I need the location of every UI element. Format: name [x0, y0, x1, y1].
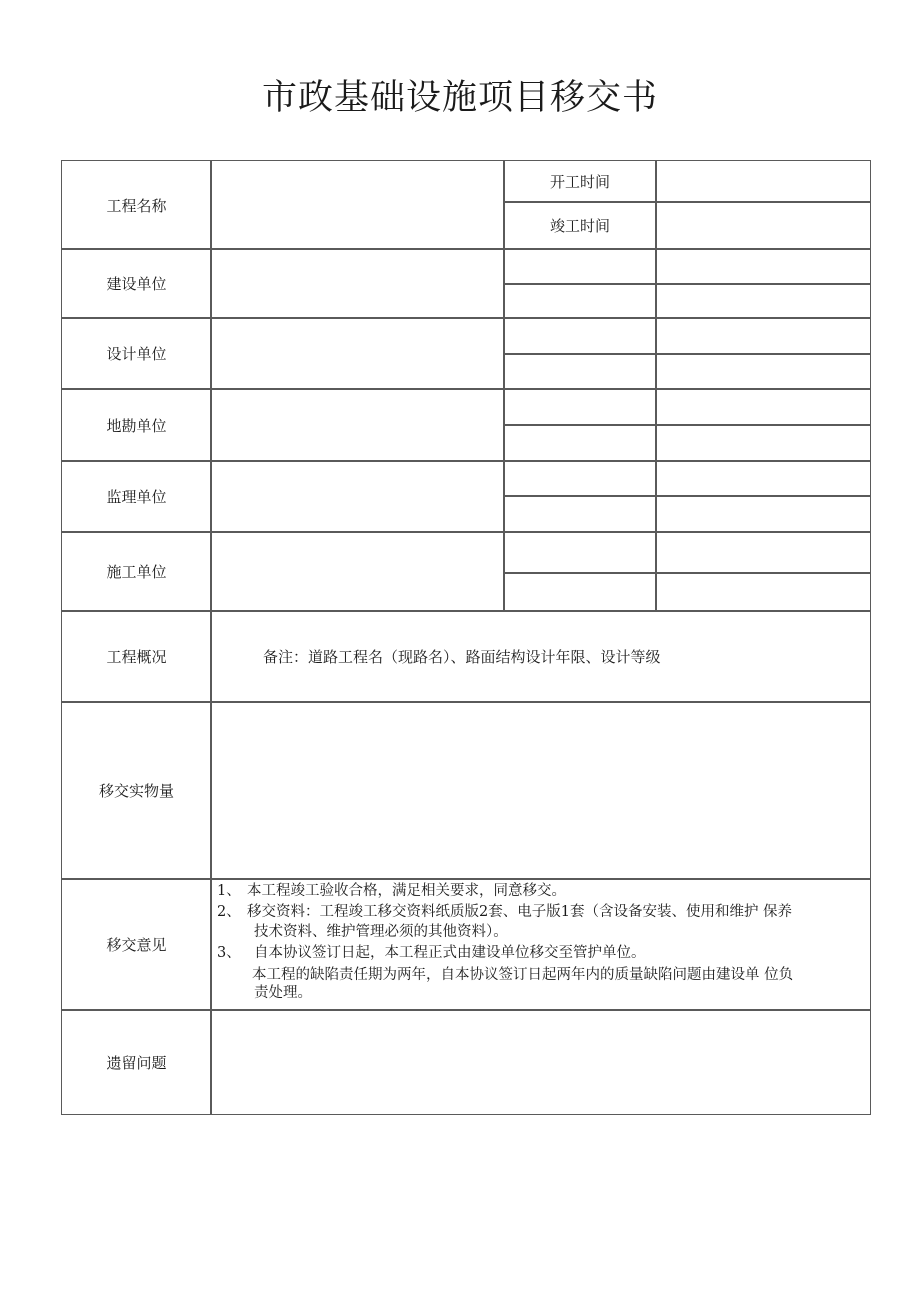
designer-label: 设计单位 [61, 317, 212, 390]
item-text: 移交资料：工程竣工移交资料纸质版2套、电子版1套（含设备安装、使用和维护 保养 [247, 903, 793, 920]
item-number: 2、 [217, 903, 241, 920]
item-number: 3、 [217, 944, 241, 961]
issues-label: 遗留问题 [61, 1009, 212, 1115]
surveyor-sub-cell[interactable] [655, 388, 871, 426]
surveyor-sub-cell[interactable] [503, 424, 657, 462]
surveyor-field[interactable] [210, 388, 505, 462]
supervisor-sub-cell[interactable] [655, 460, 871, 497]
constructor-field[interactable] [210, 531, 505, 612]
surveyor-label: 地勘单位 [61, 388, 212, 462]
opinion-item-2-cont: 技术资料、维护管理必须的其他资料）。 [254, 924, 508, 940]
overview-note: 备注：道路工程名（现路名）、路面结构设计年限、设计等级 [263, 648, 661, 666]
constructor-sub-cell[interactable] [503, 572, 657, 612]
start-time-field[interactable] [655, 160, 871, 203]
issues-field[interactable] [210, 1009, 871, 1115]
opinion-item-2 [217, 902, 866, 923]
designer-sub-cell[interactable] [655, 317, 871, 355]
builder-field[interactable] [210, 248, 505, 319]
item-text: 本工程竣工验收合格，满足相关要求，同意移交。 [247, 883, 566, 899]
supervisor-label: 监理单位 [61, 460, 212, 533]
quantity-field[interactable] [210, 701, 871, 880]
item-text: 自本协议签订日起，本工程正式由建设单位移交至管护单位。 [254, 944, 646, 961]
builder-label: 建设单位 [61, 248, 212, 319]
designer-sub-cell[interactable] [503, 317, 657, 355]
surveyor-sub-cell[interactable] [655, 424, 871, 462]
supervisor-sub-cell[interactable] [503, 495, 657, 533]
designer-sub-cell[interactable] [503, 353, 657, 390]
overview-label: 工程概况 [61, 610, 212, 703]
opinion-field[interactable] [210, 878, 871, 1011]
opinion-item-1 [217, 881, 866, 902]
project-name-label: 工程名称 [61, 160, 212, 250]
supervisor-sub-cell[interactable] [655, 495, 871, 533]
builder-sub-cell[interactable] [655, 248, 871, 285]
quantity-label: 移交实物量 [61, 701, 212, 880]
page-title: 市政基础设施项目移交书 [261, 78, 658, 118]
project-name-field[interactable] [210, 160, 505, 250]
opinion-item-4-cont: 责处理。 [254, 984, 312, 1001]
constructor-sub-cell[interactable] [655, 531, 871, 574]
constructor-sub-cell[interactable] [655, 572, 871, 612]
end-time-label: 竣工时间 [503, 201, 657, 250]
item-number: 1、 [217, 883, 241, 899]
opinion-item-3 [217, 943, 866, 964]
opinion-label: 移交意见 [61, 878, 212, 1011]
builder-sub-cell[interactable] [503, 248, 657, 285]
designer-field[interactable] [210, 317, 505, 390]
designer-sub-cell[interactable] [655, 353, 871, 390]
opinion-item-4: 本工程的缺陷责任期为两年，自本协议签订日起两年内的质量缺陷问题由建设单 位负 [252, 967, 794, 983]
overview-field[interactable] [210, 610, 871, 703]
supervisor-sub-cell[interactable] [503, 460, 657, 497]
supervisor-field[interactable] [210, 460, 505, 533]
end-time-field[interactable] [655, 201, 871, 250]
constructor-label: 施工单位 [61, 531, 212, 612]
builder-sub-cell[interactable] [655, 283, 871, 319]
start-time-label: 开工时间 [503, 160, 657, 203]
constructor-sub-cell[interactable] [503, 531, 657, 574]
surveyor-sub-cell[interactable] [503, 388, 657, 426]
builder-sub-cell[interactable] [503, 283, 657, 319]
